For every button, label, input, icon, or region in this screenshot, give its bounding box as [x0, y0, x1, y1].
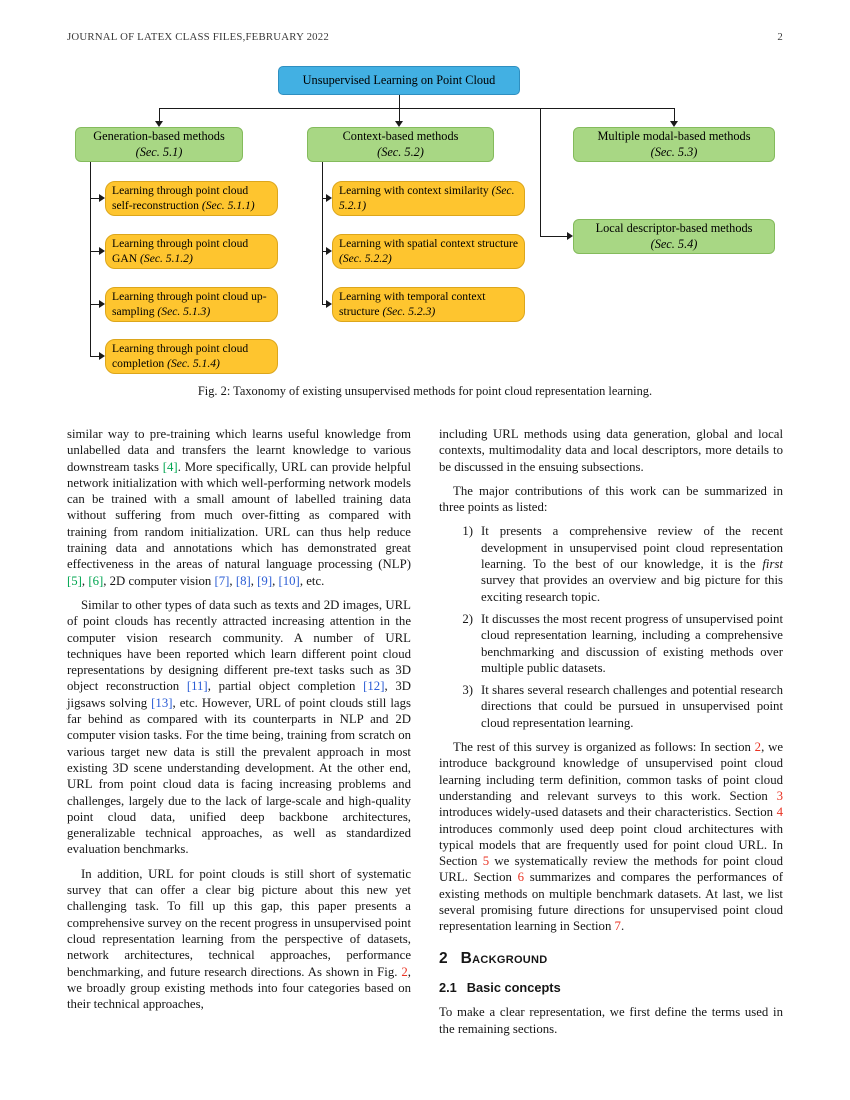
section-ref-link[interactable]: 3	[776, 788, 783, 803]
section-heading	[439, 951, 783, 967]
citation-link[interactable]: [4]	[162, 459, 178, 474]
category-node-4-label: Local descriptor-based methods	[595, 221, 753, 236]
connector-line	[399, 108, 400, 122]
generation-child-2-label: Learning through point cloud GAN	[112, 237, 249, 265]
generation-child-4-text	[112, 342, 271, 370]
category-node-4-sec: (Sec. 5.4)	[650, 236, 698, 251]
arrowhead-icon	[155, 121, 163, 127]
paragraph	[439, 426, 783, 475]
arrowhead-icon	[670, 121, 678, 127]
section-title: Background	[460, 949, 548, 967]
connector-line	[399, 95, 400, 108]
list-item-marker: 1)	[462, 524, 473, 539]
category-node-1-sec: (Sec. 5.1)	[135, 144, 183, 159]
category-node-3-sec: (Sec. 5.3)	[650, 144, 698, 159]
context-child-3-label: Learning with temporal context structure	[339, 290, 486, 318]
citation-link[interactable]: [5]	[67, 573, 82, 588]
right-column-top	[439, 426, 783, 515]
arrowhead-icon	[326, 194, 332, 202]
left-column	[67, 426, 411, 1020]
page-number: 2	[777, 31, 783, 43]
citation-link[interactable]: [11]	[186, 679, 208, 694]
connector-line	[159, 108, 160, 122]
generation-child-3	[105, 287, 278, 322]
connector-line	[159, 108, 675, 109]
subsection-number: 2.1	[439, 979, 457, 995]
citation-link[interactable]: [7]	[214, 573, 230, 588]
section-ref-link[interactable]: 4	[776, 805, 783, 820]
generation-child-2-sec: (Sec. 5.1.2)	[140, 251, 193, 265]
connector-line	[674, 108, 675, 122]
generation-child-2	[105, 234, 278, 269]
category-node-3-label: Multiple modal-based methods	[597, 129, 751, 144]
citation-link[interactable]: [13]	[151, 695, 173, 710]
connector-line	[90, 162, 91, 357]
root-node	[278, 66, 520, 95]
text-run: including URL methods using data generation, global and local contexts, multimodality data and local descriptors, more details to be discussed in the ensuing subsections.	[439, 427, 783, 474]
section-ref-link[interactable]: 7	[614, 919, 621, 934]
context-child-2-sec: (Sec. 5.2.2)	[339, 251, 392, 265]
contribution-item	[453, 523, 783, 604]
text-run: In addition, URL for point clouds is still short of systematic survey that can offer a clear big picture about this new yet challenging task. To fill up this gap, this paper presents a comprehensive survey on the recent progress in unsupervised point cloud representation learning from the perspective of datasets, network architectures, technical approaches, performance benchmarking, and future research directions. As shown in Fig.	[67, 866, 412, 979]
category-node-2-label: Context-based methods	[342, 129, 459, 144]
citation-link[interactable]: [10]	[278, 573, 300, 588]
category-node-2	[307, 127, 494, 162]
contribution-item	[453, 611, 783, 676]
text-run: The rest of this survey is organized as follows: In section	[453, 740, 755, 755]
text-run: , we broadly group existing methods into four categories based on their technical approaches,	[67, 964, 411, 1012]
generation-child-3-text	[112, 290, 271, 318]
text-run: summarizes and compares the performances of existing methods on multiple benchmark datasets. At last, we list several promising future directions for unsupervised point cloud representation learning in Section	[439, 870, 783, 934]
text-run: It presents a comprehensive review of the recent development in unsupervised point cloud representation learning. To the best of our knowledge, it is the	[481, 524, 783, 572]
connector-line	[322, 162, 323, 305]
arrowhead-icon	[99, 247, 105, 255]
text-run: , partial object completion	[207, 679, 364, 694]
generation-child-4-label: Learning through point cloud completion	[112, 342, 249, 370]
citation-link[interactable]: [12]	[363, 679, 385, 694]
section-ref-link[interactable]: 2	[754, 740, 762, 755]
section-number: 2	[439, 949, 448, 967]
emphasis-text: first	[762, 557, 783, 572]
subsection-title: Basic concepts	[466, 979, 561, 995]
arrowhead-icon	[567, 232, 573, 240]
generation-child-1-label: Learning through point cloud self-reconstruction	[112, 184, 249, 212]
citation-link[interactable]: [8]	[235, 573, 251, 588]
text-run: we systematically review the methods for point cloud URL. Section	[439, 854, 783, 885]
arrowhead-icon	[326, 247, 332, 255]
subsection-heading	[439, 980, 783, 996]
text-run: Similar to other types of data such as texts and 2D images, URL of point clouds has recently attracted increasing attention in the computer vision research community. A number of URL techniques have been reported which learn different point cloud representations by designing different pre-text tasks such as 3D object reconstruction	[67, 597, 411, 694]
context-child-2-label: Learning with spatial context structure	[339, 237, 519, 251]
list-item-text	[481, 682, 783, 731]
category-node-1	[75, 127, 243, 162]
context-child-3-text	[339, 290, 518, 318]
paragraph	[439, 1004, 783, 1037]
figure-caption: Fig. 2: Taxonomy of existing unsupervised methods for point cloud representation learning.	[197, 384, 653, 398]
generation-child-3-label: Learning through point cloud up-sampling	[112, 290, 267, 318]
citation-link[interactable]: [9]	[257, 573, 273, 588]
generation-child-3-sec: (Sec. 5.1.3)	[157, 304, 211, 318]
generation-child-4-sec: (Sec. 5.1.4)	[167, 356, 220, 370]
section-ref-link[interactable]: 6	[517, 870, 525, 885]
context-child-1-text	[339, 184, 518, 212]
connector-line	[540, 108, 541, 237]
category-node-3	[573, 127, 775, 162]
root-node-label: Unsupervised Learning on Point Cloud	[302, 72, 496, 87]
text-run: introduces widely-used datasets and their characteristics. Section	[439, 805, 777, 820]
text-run: ,	[250, 573, 258, 588]
paragraph	[67, 426, 411, 589]
text-run: , etc.	[299, 573, 325, 588]
text-run: survey that provides an overview and big picture for this exciting research topic.	[481, 573, 783, 604]
arrowhead-icon	[99, 194, 105, 202]
text-run: introduces commonly used deep point cloud architectures with typical models that are frequently used for point cloud URL. In Section	[439, 821, 783, 869]
generation-child-1-text	[112, 184, 271, 212]
text-run: , we introduce background knowledge of unsupervised point cloud learning including term definition, common tasks of point cloud understanding and relevant surveys to this work. Section	[439, 740, 783, 803]
right-column-bottom	[439, 739, 783, 935]
text-run: The major contributions of this work can be summarized in three points as listed:	[439, 483, 783, 515]
text-run: , etc. However, URL of point clouds still lags far behind as compared with its counterparts in NLP and 2D computer vision tasks. For the time being, training from scratch on various target new data is still the prevalent approach in most existing 3D scene understanding development. At the other end, URL from point cloud data is facing increasing problems and challenges, largely due to the lack of large-scale and high-quality point cloud data, unified deep backbone architectures, generalizable technical approaches, as well as standardized evaluation benchmarks.	[67, 695, 411, 857]
text-run: To make a clear representation, we first define the terms used in the remaining sections.	[439, 1005, 783, 1036]
text-run: , 2D computer vision	[103, 573, 215, 588]
paragraph	[67, 597, 411, 858]
context-child-3	[332, 287, 525, 322]
closing-paragraphs	[439, 1004, 783, 1037]
journal-title: JOURNAL OF LATEX CLASS FILES,FEBRUARY 2022	[67, 31, 329, 43]
arrowhead-icon	[99, 352, 105, 360]
context-child-2	[332, 234, 525, 269]
list-item-marker: 2)	[462, 611, 473, 626]
contribution-item	[453, 682, 783, 731]
text-run: . More specifically, URL can provide helpful network initialization with which well-performing network models can be trained with a small amount of labelled training data without suffering from much over-fitting as compared with training from random initialization. URL can thus help reduce training data and annotations which has demonstrated great effectiveness in the areas of natural language processing (NLP)	[67, 459, 411, 572]
generation-child-1-sec: (Sec. 5.1.1)	[201, 198, 255, 212]
text-run: , 3D jigsaws solving	[67, 679, 411, 710]
list-item-text	[481, 611, 783, 676]
category-node-1-label: Generation-based methods	[93, 129, 225, 144]
generation-child-2-text	[112, 237, 271, 265]
context-child-3-sec: (Sec. 5.2.3)	[382, 304, 436, 318]
section-ref-link[interactable]: 5	[482, 854, 490, 869]
context-child-1-sec: (Sec. 5.2.1)	[339, 184, 515, 212]
text-run: similar way to pre-training which learns useful knowledge from unlabelled data and transfers the learnt knowledge to various downstream tasks	[67, 427, 411, 474]
right-column	[439, 426, 783, 1045]
arrowhead-icon	[395, 121, 403, 127]
list-item-marker: 3)	[462, 683, 473, 698]
category-node-2-sec: (Sec. 5.2)	[377, 144, 424, 159]
connector-line	[540, 236, 568, 237]
arrowhead-icon	[326, 300, 332, 308]
taxonomy-diagram	[0, 0, 850, 385]
context-child-1	[332, 181, 525, 216]
generation-child-4	[105, 339, 278, 374]
category-node-4	[573, 219, 775, 254]
paragraph	[439, 739, 783, 935]
paragraph	[67, 866, 411, 1013]
text-run: ,	[81, 573, 89, 588]
contributions-list	[453, 523, 783, 731]
citation-link[interactable]: [6]	[88, 573, 104, 588]
text-run: .	[620, 919, 625, 934]
paragraph	[439, 483, 783, 516]
arrowhead-icon	[99, 300, 105, 308]
section-ref-link[interactable]: 2	[401, 964, 408, 979]
generation-child-1	[105, 181, 278, 216]
text-run: ,	[229, 573, 236, 588]
context-child-2-text	[339, 237, 518, 265]
text-run: It discusses the most recent progress of unsupervised point cloud representation learning, including a comprehensive benchmarking and discussion of existing methods over multiple public datasets.	[481, 611, 783, 675]
context-child-1-label: Learning with context similarity	[339, 184, 489, 198]
list-item-text	[481, 523, 783, 604]
text-run: ,	[272, 573, 279, 588]
text-run: It shares several research challenges and potential research directions that could be pursued in unsupervised point cloud representation learning.	[481, 683, 783, 730]
